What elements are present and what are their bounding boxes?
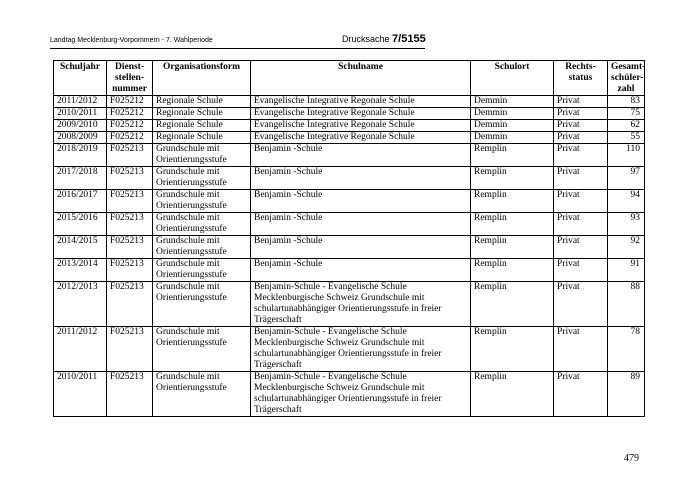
table-row bbox=[54, 327, 645, 372]
col-header-schulort: Schulort bbox=[471, 61, 554, 96]
cell-schuljahr: 2011/2012 bbox=[54, 96, 107, 108]
cell-schulname: Benjamin -Schule bbox=[251, 259, 471, 282]
table-row bbox=[54, 96, 645, 108]
school-statistics-table bbox=[53, 60, 645, 417]
cell-schulort: Remplin bbox=[471, 327, 554, 372]
col-header-organisationsform: Organisationsform bbox=[153, 61, 251, 96]
table-row bbox=[54, 144, 645, 167]
cell-schulort: Demmin bbox=[471, 108, 554, 120]
cell-gesamtschuelerzahl: 83 bbox=[608, 96, 645, 108]
cell-schulort: Remplin bbox=[471, 213, 554, 236]
cell-schulname: Evangelische Integrative Regonale Schule bbox=[251, 108, 471, 120]
cell-gesamtschuelerzahl: 89 bbox=[608, 372, 645, 417]
cell-schuljahr: 2012/2013 bbox=[54, 282, 107, 327]
cell-rechtsstatus: Privat bbox=[554, 236, 608, 259]
cell-gesamtschuelerzahl: 92 bbox=[608, 236, 645, 259]
cell-rechtsstatus: Privat bbox=[554, 108, 608, 120]
table-row bbox=[54, 132, 645, 144]
cell-schulname: Benjamin -Schule bbox=[251, 144, 471, 167]
cell-dienststellennummer: F025213 bbox=[107, 236, 153, 259]
cell-organisationsform: Grundschule mit Orientierungsstufe bbox=[153, 213, 251, 236]
cell-rechtsstatus: Privat bbox=[554, 282, 608, 327]
cell-schulort: Remplin bbox=[471, 372, 554, 417]
cell-schuljahr: 2013/2014 bbox=[54, 259, 107, 282]
cell-dienststellennummer: F025213 bbox=[107, 213, 153, 236]
cell-gesamtschuelerzahl: 62 bbox=[608, 120, 645, 132]
cell-schulname: Benjamin -Schule bbox=[251, 236, 471, 259]
cell-organisationsform: Regionale Schule bbox=[153, 96, 251, 108]
table-row bbox=[54, 167, 645, 190]
cell-dienststellennummer: F025212 bbox=[107, 132, 153, 144]
cell-schulort: Remplin bbox=[471, 167, 554, 190]
cell-organisationsform: Grundschule mit Orientierungsstufe bbox=[153, 144, 251, 167]
cell-dienststellennummer: F025213 bbox=[107, 259, 153, 282]
cell-organisationsform: Regionale Schule bbox=[153, 120, 251, 132]
cell-dienststellennummer: F025212 bbox=[107, 108, 153, 120]
cell-gesamtschuelerzahl: 97 bbox=[608, 167, 645, 190]
table-row bbox=[54, 259, 645, 282]
cell-gesamtschuelerzahl: 55 bbox=[608, 132, 645, 144]
cell-organisationsform: Grundschule mit Orientierungsstufe bbox=[153, 282, 251, 327]
cell-rechtsstatus: Privat bbox=[554, 120, 608, 132]
cell-rechtsstatus: Privat bbox=[554, 372, 608, 417]
cell-dienststellennummer: F025212 bbox=[107, 120, 153, 132]
table-row bbox=[54, 236, 645, 259]
cell-rechtsstatus: Privat bbox=[554, 167, 608, 190]
header-parliament-label: Landtag Mecklenburg-Vorpommern - 7. Wahlperiode bbox=[50, 37, 213, 44]
cell-schulname: Benjamin-Schule - Evangelische Schule Mecklenburgische Schweiz Grundschule mit schulartunabhängiger Orientierungsstufe in freier Trägerschaft bbox=[251, 282, 471, 327]
cell-organisationsform: Grundschule mit Orientierungsstufe bbox=[153, 190, 251, 213]
table-row bbox=[54, 213, 645, 236]
table-row bbox=[54, 190, 645, 213]
cell-schulort: Remplin bbox=[471, 282, 554, 327]
cell-dienststellennummer: F025212 bbox=[107, 96, 153, 108]
cell-gesamtschuelerzahl: 94 bbox=[608, 190, 645, 213]
cell-schuljahr: 2017/2018 bbox=[54, 167, 107, 190]
cell-organisationsform: Grundschule mit Orientierungsstufe bbox=[153, 236, 251, 259]
col-header-dienststellennummer-text: Dienst- stellen- nummer bbox=[112, 62, 147, 94]
cell-gesamtschuelerzahl: 93 bbox=[608, 213, 645, 236]
cell-schulname: Evangelische Integrative Regonale Schule bbox=[251, 96, 471, 108]
cell-organisationsform: Grundschule mit Orientierungsstufe bbox=[153, 167, 251, 190]
cell-rechtsstatus: Privat bbox=[554, 190, 608, 213]
cell-schuljahr: 2018/2019 bbox=[54, 144, 107, 167]
cell-rechtsstatus: Privat bbox=[554, 327, 608, 372]
page-number: 479 bbox=[624, 453, 639, 464]
col-header-schuljahr: Schuljahr bbox=[54, 61, 107, 96]
cell-rechtsstatus: Privat bbox=[554, 144, 608, 167]
cell-schuljahr: 2010/2011 bbox=[54, 108, 107, 120]
cell-dienststellennummer: F025213 bbox=[107, 190, 153, 213]
cell-schuljahr: 2009/2010 bbox=[54, 120, 107, 132]
col-header-schulname: Schulname bbox=[251, 61, 471, 96]
document-label: Drucksache bbox=[342, 34, 390, 44]
cell-schulname: Benjamin -Schule bbox=[251, 190, 471, 213]
cell-schuljahr: 2014/2015 bbox=[54, 236, 107, 259]
cell-schulname: Evangelische Integrative Regonale Schule bbox=[251, 120, 471, 132]
col-header-gesamtschuelerzahl bbox=[608, 61, 645, 96]
table-row bbox=[54, 372, 645, 417]
cell-rechtsstatus: Privat bbox=[554, 213, 608, 236]
document-number: 7/5155 bbox=[392, 33, 426, 45]
cell-gesamtschuelerzahl: 75 bbox=[608, 108, 645, 120]
col-header-rechtsstatus-text: Rechts- status bbox=[565, 62, 596, 83]
cell-schulname: Benjamin -Schule bbox=[251, 213, 471, 236]
table-row bbox=[54, 120, 645, 132]
table-header-row bbox=[54, 61, 645, 96]
col-header-gesamtschuelerzahl-text: Gesamt- schüler- zahl bbox=[611, 62, 646, 94]
table-body bbox=[54, 96, 645, 417]
cell-schulname: Benjamin -Schule bbox=[251, 167, 471, 190]
cell-gesamtschuelerzahl: 91 bbox=[608, 259, 645, 282]
cell-gesamtschuelerzahl: 78 bbox=[608, 327, 645, 372]
cell-schuljahr: 2010/2011 bbox=[54, 372, 107, 417]
cell-organisationsform: Regionale Schule bbox=[153, 132, 251, 144]
cell-dienststellennummer: F025213 bbox=[107, 327, 153, 372]
cell-schulort: Remplin bbox=[471, 236, 554, 259]
cell-schuljahr: 2008/2009 bbox=[54, 132, 107, 144]
cell-organisationsform: Grundschule mit Orientierungsstufe bbox=[153, 259, 251, 282]
header-rule bbox=[50, 48, 425, 49]
cell-dienststellennummer: F025213 bbox=[107, 282, 153, 327]
cell-dienststellennummer: F025213 bbox=[107, 372, 153, 417]
col-header-dienststellennummer bbox=[107, 61, 153, 96]
cell-gesamtschuelerzahl: 110 bbox=[608, 144, 645, 167]
table-row bbox=[54, 282, 645, 327]
cell-rechtsstatus: Privat bbox=[554, 259, 608, 282]
cell-dienststellennummer: F025213 bbox=[107, 144, 153, 167]
cell-schulort: Demmin bbox=[471, 120, 554, 132]
col-header-rechtsstatus bbox=[554, 61, 608, 96]
cell-schulort: Demmin bbox=[471, 96, 554, 108]
cell-schulname: Evangelische Integrative Regonale Schule bbox=[251, 132, 471, 144]
cell-rechtsstatus: Privat bbox=[554, 132, 608, 144]
cell-organisationsform: Regionale Schule bbox=[153, 108, 251, 120]
cell-dienststellennummer: F025213 bbox=[107, 167, 153, 190]
cell-schulort: Demmin bbox=[471, 132, 554, 144]
cell-organisationsform: Grundschule mit Orientierungsstufe bbox=[153, 372, 251, 417]
cell-schulort: Remplin bbox=[471, 190, 554, 213]
cell-schuljahr: 2011/2012 bbox=[54, 327, 107, 372]
cell-rechtsstatus: Privat bbox=[554, 96, 608, 108]
cell-gesamtschuelerzahl: 88 bbox=[608, 282, 645, 327]
cell-schulname: Benjamin-Schule - Evangelische Schule Mecklenburgische Schweiz Grundschule mit schulartunabhängiger Orientierungsstufe in freier Trägerschaft bbox=[251, 327, 471, 372]
cell-organisationsform: Grundschule mit Orientierungsstufe bbox=[153, 327, 251, 372]
cell-schulname: Benjamin-Schule - Evangelische Schule Mecklenburgische Schweiz Grundschule mit schulartunabhängiger Orientierungsstufe in freier Trägerschaft bbox=[251, 372, 471, 417]
table-row bbox=[54, 108, 645, 120]
cell-schulort: Remplin bbox=[471, 259, 554, 282]
header-document-reference bbox=[342, 33, 426, 45]
cell-schuljahr: 2016/2017 bbox=[54, 190, 107, 213]
cell-schuljahr: 2015/2016 bbox=[54, 213, 107, 236]
cell-schulort: Remplin bbox=[471, 144, 554, 167]
